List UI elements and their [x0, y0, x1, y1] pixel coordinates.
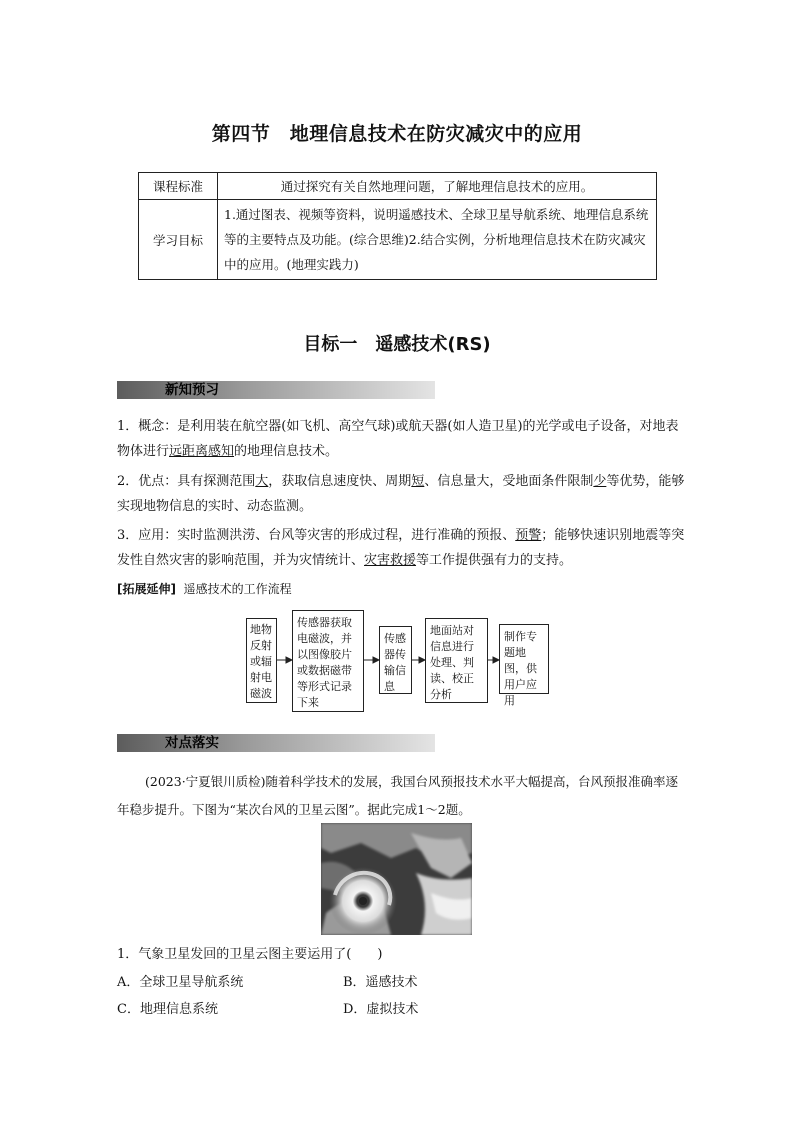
underlined-term: 预警 [515, 528, 542, 543]
arrow-right-icon [277, 657, 292, 663]
option-c[interactable]: C．地理信息系统 [117, 1002, 218, 1017]
flow-step: 制作专题地图，供用户应用 [499, 624, 549, 694]
table-value: 通过探究有关自然地理问题，了解地理信息技术的应用。 [218, 173, 657, 200]
arrow-right-icon [488, 657, 499, 663]
point-applications: 3．应用：实时监测洪涝、台风等灾害的形成过程，进行准确的预报、预警；能够快速识别地震等突发性自然灾害的影响范围，并为灾情统计、灾害救援等工作提供强有力的支持。 [117, 528, 685, 568]
table-label: 课程标准 [139, 173, 218, 200]
section-title: 目标一 遥感技术(RS) [303, 334, 491, 355]
question-stem: 1．气象卫星发回的卫星云图主要运用了( ) [117, 947, 383, 962]
arrow-right-icon [364, 657, 379, 663]
section-bar-preview [117, 381, 435, 399]
standards-table [138, 172, 657, 280]
underlined-term: 少 [593, 474, 607, 489]
extension-label: [拓展延伸] 遥感技术的工作流程 [117, 582, 292, 596]
underlined-term: 灾害救援 [364, 552, 417, 568]
underlined-term: 短 [411, 474, 425, 489]
table-row [139, 200, 657, 280]
satellite-cloud-image [321, 823, 472, 935]
option-a[interactable]: A．全球卫星导航系统 [117, 975, 244, 990]
page-title: 第四节 地理信息技术在防灾减灾中的应用 [211, 123, 583, 145]
underlined-term: 远距离感知 [169, 443, 235, 459]
flow-step: 传感器传输信息 [379, 626, 412, 694]
section-bar-practice [117, 734, 435, 752]
section-bar-label: 对点落实 [165, 735, 219, 751]
underlined-term: 大 [255, 474, 269, 489]
flow-step: 传感器获取电磁波，并以图像胶片或数据磁带等形式记录下来 [292, 610, 364, 712]
arrow-right-icon [412, 657, 425, 663]
table-value: 1.通过图表、视频等资料，说明遥感技术、全球卫星导航系统、地理信息系统等的主要特点及功能。(综合思维)2.结合实例，分析地理信息技术在防灾减灾中的应用。(地理实践力) [218, 200, 657, 280]
table-row [139, 173, 657, 200]
table-label: 学习目标 [139, 200, 218, 280]
flow-step: 地面站对信息进行处理、判读、校正分析 [425, 618, 488, 703]
option-d[interactable]: D．虚拟技术 [343, 1002, 419, 1017]
point-advantages: 2．优点：具有探测范围大，获取信息速度快、周期短、信息量大，受地面条件限制少等优势，能够实现地物信息的实时、动态监测。 [117, 474, 685, 514]
flow-step: 地物反射或辐射电磁波 [246, 618, 277, 703]
section-bar-label: 新知预习 [165, 382, 219, 398]
question-intro: (2023·宁夏银川质检)随着科学技术的发展，我国台风预报技术水平大幅提高，台风预报准确率逐年稳步提升。下图为“某次台风的卫星云图”。据此完成1～2题。 [117, 774, 679, 817]
point-concept: 1．概念：是利用装在航空器(如飞机、高空气球)或航天器(如人造卫星)的光学或电子设备，对地表物体进行远距离感知的地理信息技术。 [117, 419, 679, 459]
option-b[interactable]: B．遥感技术 [343, 975, 418, 990]
